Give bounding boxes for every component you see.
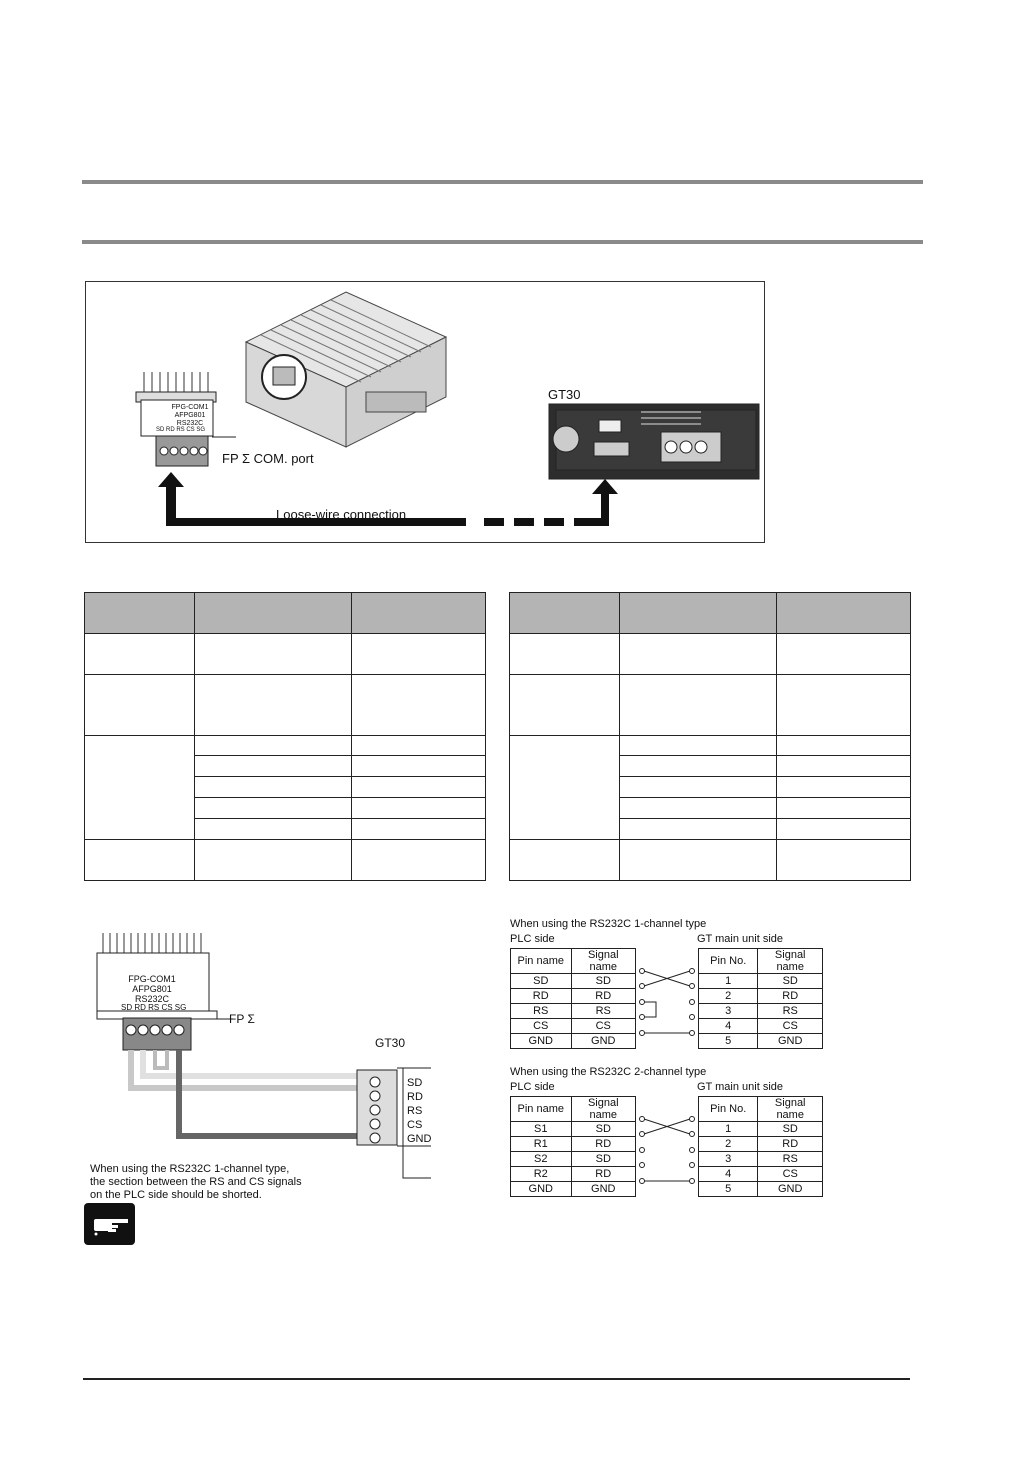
terminal-labels [407, 1076, 431, 1146]
wiring-module-label-line-2: AFPG801 [132, 984, 172, 994]
header-cell: Signal name [571, 949, 636, 974]
table-header-row [511, 949, 636, 974]
header-cell: Signal name [758, 1097, 823, 1122]
table-cell: 3 [699, 1004, 758, 1019]
one-channel-gt-side-label: GT main unit side [697, 933, 784, 945]
table-row [699, 1122, 823, 1137]
module-label [168, 404, 212, 428]
two-channel-plc-table [510, 1096, 636, 1197]
table-cell [352, 634, 486, 675]
wiring-gt30-label: GT30 [375, 1036, 406, 1050]
table-cell [777, 819, 911, 840]
table-header-row [511, 1097, 636, 1122]
loose-wire-connection-label: Loose-wire connection [276, 507, 407, 522]
table-cell: 5 [699, 1034, 758, 1049]
table-cell: RD [758, 1137, 823, 1152]
terminal-label: RS [407, 1105, 423, 1117]
table-cell: 2 [699, 989, 758, 1004]
table-cell: GND [511, 1034, 572, 1049]
one-channel-plc-side-label: PLC side [510, 933, 555, 945]
table-cell: SD [571, 1122, 636, 1137]
table-cell [619, 634, 777, 675]
pin-table-left [84, 592, 486, 881]
header-cell: Pin name [511, 1097, 572, 1122]
table-cell: RS [571, 1004, 636, 1019]
table-cell [510, 675, 620, 736]
table-cell: CS [758, 1167, 823, 1182]
table-cell: CS [571, 1019, 636, 1034]
table-cell: R2 [511, 1167, 572, 1182]
table-cell [194, 736, 352, 756]
table-row [699, 1019, 823, 1034]
table-row [85, 736, 486, 756]
table-cell: GND [758, 1182, 823, 1197]
table-row [511, 1004, 636, 1019]
table-cell: RD [571, 1167, 636, 1182]
header-cell: Signal name [571, 1097, 636, 1122]
table-cell [777, 798, 911, 819]
table-row [699, 974, 823, 989]
table-cell: S2 [511, 1152, 572, 1167]
fp-sigma-label: FP Σ [229, 1012, 255, 1026]
table-cell: SD [758, 1122, 823, 1137]
table-cell [194, 756, 352, 777]
module-pin-labels: SD RD RS CS SG [156, 427, 206, 433]
table-row [510, 634, 911, 675]
table-cell [194, 777, 352, 798]
two-channel-plc-side-label: PLC side [510, 1081, 555, 1093]
terminal-label: GND [407, 1133, 432, 1145]
table-cell: GND [758, 1034, 823, 1049]
table-row [85, 675, 486, 736]
table-cell: S1 [511, 1122, 572, 1137]
table-cell [619, 819, 777, 840]
one-channel-title: When using the RS232C 1-channel type [510, 918, 707, 930]
table-cell [777, 777, 911, 798]
table-cell [352, 675, 486, 736]
module-label-line-2: AFPG801 [174, 412, 206, 419]
table-row [510, 840, 911, 881]
wiring-figure [85, 908, 432, 1201]
table-cell [352, 840, 486, 881]
header-cell: Pin No. [699, 1097, 758, 1122]
section-rule-top [82, 180, 923, 184]
table-cell [85, 634, 195, 675]
table-cell: RD [571, 989, 636, 1004]
table-cell: GND [511, 1182, 572, 1197]
table-cell: 4 [699, 1019, 758, 1034]
table-row [85, 840, 486, 881]
table-cell [510, 840, 620, 881]
table-cell: RS [758, 1004, 823, 1019]
header-cell [352, 593, 486, 634]
table-row [510, 736, 911, 756]
table-cell: SD [571, 1152, 636, 1167]
hand-pointing-note-icon [84, 1203, 135, 1245]
gt30-panel-illustration [549, 404, 759, 479]
table-cell [619, 675, 777, 736]
table-row [699, 1034, 823, 1049]
table-row [511, 1122, 636, 1137]
header-cell [777, 593, 911, 634]
table-cell [352, 756, 486, 777]
table-header-row [699, 949, 823, 974]
table-cell: SD [758, 974, 823, 989]
table-row [511, 974, 636, 989]
wiring-drawing [85, 908, 431, 1193]
table-cell: RS [511, 1004, 572, 1019]
table-cell: SD [571, 974, 636, 989]
table-row [85, 634, 486, 675]
table-cell: RD [571, 1137, 636, 1152]
table-cell [194, 798, 352, 819]
wiring-module-label [117, 974, 187, 1004]
terminal-label: SD [407, 1077, 423, 1089]
table-cell [85, 675, 195, 736]
one-channel-wiring-lines [636, 948, 698, 1044]
table-cell: R1 [511, 1137, 572, 1152]
table-cell: RD [758, 989, 823, 1004]
table-cell [777, 736, 911, 756]
header-cell: Pin No. [699, 949, 758, 974]
table-cell [619, 798, 777, 819]
table-cell: SD [511, 974, 572, 989]
table-cell: GND [571, 1182, 636, 1197]
fp-sigma-unit-illustration [246, 292, 446, 447]
terminal-label: RD [407, 1091, 423, 1103]
table-cell [352, 798, 486, 819]
header-cell: Signal name [758, 949, 823, 974]
table-cell [619, 756, 777, 777]
header-cell: Pin name [511, 949, 572, 974]
table-row [699, 989, 823, 1004]
table-cell [352, 819, 486, 840]
wiring-module-label-line-1: FPG-COM1 [128, 974, 176, 984]
table-row [699, 1137, 823, 1152]
note-line: on the PLC side should be shorted. [90, 1189, 262, 1201]
table-header-row [85, 593, 486, 634]
header-cell [194, 593, 352, 634]
com-port-label: FP Σ COM. port [222, 451, 314, 466]
table-cell: 5 [699, 1182, 758, 1197]
table-header-row [510, 593, 911, 634]
table-row [699, 1152, 823, 1167]
section-rule-middle [82, 240, 923, 244]
page-footer-rule [83, 1378, 910, 1380]
table-cell [194, 819, 352, 840]
note-line: the section between the RS and CS signals [90, 1176, 302, 1188]
table-cell: 3 [699, 1152, 758, 1167]
table-cell [85, 736, 195, 840]
wiring-module-pin-labels: SD RD RS CS SG [121, 1003, 187, 1012]
table-row [511, 1167, 636, 1182]
table-cell: RD [511, 989, 572, 1004]
table-cell [510, 634, 620, 675]
table-cell [194, 840, 352, 881]
table-row [511, 989, 636, 1004]
table-header-row [699, 1097, 823, 1122]
connection-overview-figure [85, 281, 765, 543]
table-row [511, 1182, 636, 1197]
table-row [699, 1167, 823, 1182]
table-cell: CS [511, 1019, 572, 1034]
table-row [511, 1137, 636, 1152]
module-label-line-3: RS232C [176, 420, 204, 427]
table-cell [619, 736, 777, 756]
two-channel-wiring-lines [636, 1096, 698, 1192]
table-row [511, 1019, 636, 1034]
gt30-label: GT30 [548, 387, 581, 402]
two-channel-gt-table [698, 1096, 823, 1197]
table-row [510, 675, 911, 736]
table-cell [619, 840, 777, 881]
table-row [699, 1182, 823, 1197]
header-cell [85, 593, 195, 634]
table-cell [85, 840, 195, 881]
header-cell [510, 593, 620, 634]
table-cell [352, 777, 486, 798]
table-cell: 1 [699, 974, 758, 989]
table-cell: GND [571, 1034, 636, 1049]
two-channel-title: When using the RS232C 2-channel type [510, 1066, 707, 1078]
pin-table-right [509, 592, 911, 881]
hand-pointing-glyph [84, 1203, 135, 1245]
header-cell [619, 593, 777, 634]
one-channel-plc-table [510, 948, 636, 1049]
wiring-module-label-line-3: RS232C [134, 994, 170, 1004]
table-cell [510, 736, 620, 840]
table-cell: CS [758, 1019, 823, 1034]
table-cell [777, 756, 911, 777]
table-cell: RS [758, 1152, 823, 1167]
table-row [699, 1004, 823, 1019]
table-cell [352, 736, 486, 756]
one-channel-gt-table [698, 948, 823, 1049]
table-cell: 1 [699, 1122, 758, 1137]
table-cell [194, 675, 352, 736]
module-label-line-1: FPG-COM1 [171, 404, 209, 411]
table-row [511, 1034, 636, 1049]
table-cell [777, 634, 911, 675]
table-cell [777, 675, 911, 736]
two-channel-gt-side-label: GT main unit side [697, 1081, 784, 1093]
table-cell: 2 [699, 1137, 758, 1152]
table-cell: 4 [699, 1167, 758, 1182]
table-cell [777, 840, 911, 881]
table-row [511, 1152, 636, 1167]
note-line: When using the RS232C 1-channel type, [90, 1163, 290, 1175]
rs-cs-short-note [90, 1163, 302, 1202]
terminal-label: CS [407, 1119, 423, 1131]
table-cell [194, 634, 352, 675]
table-cell [619, 777, 777, 798]
